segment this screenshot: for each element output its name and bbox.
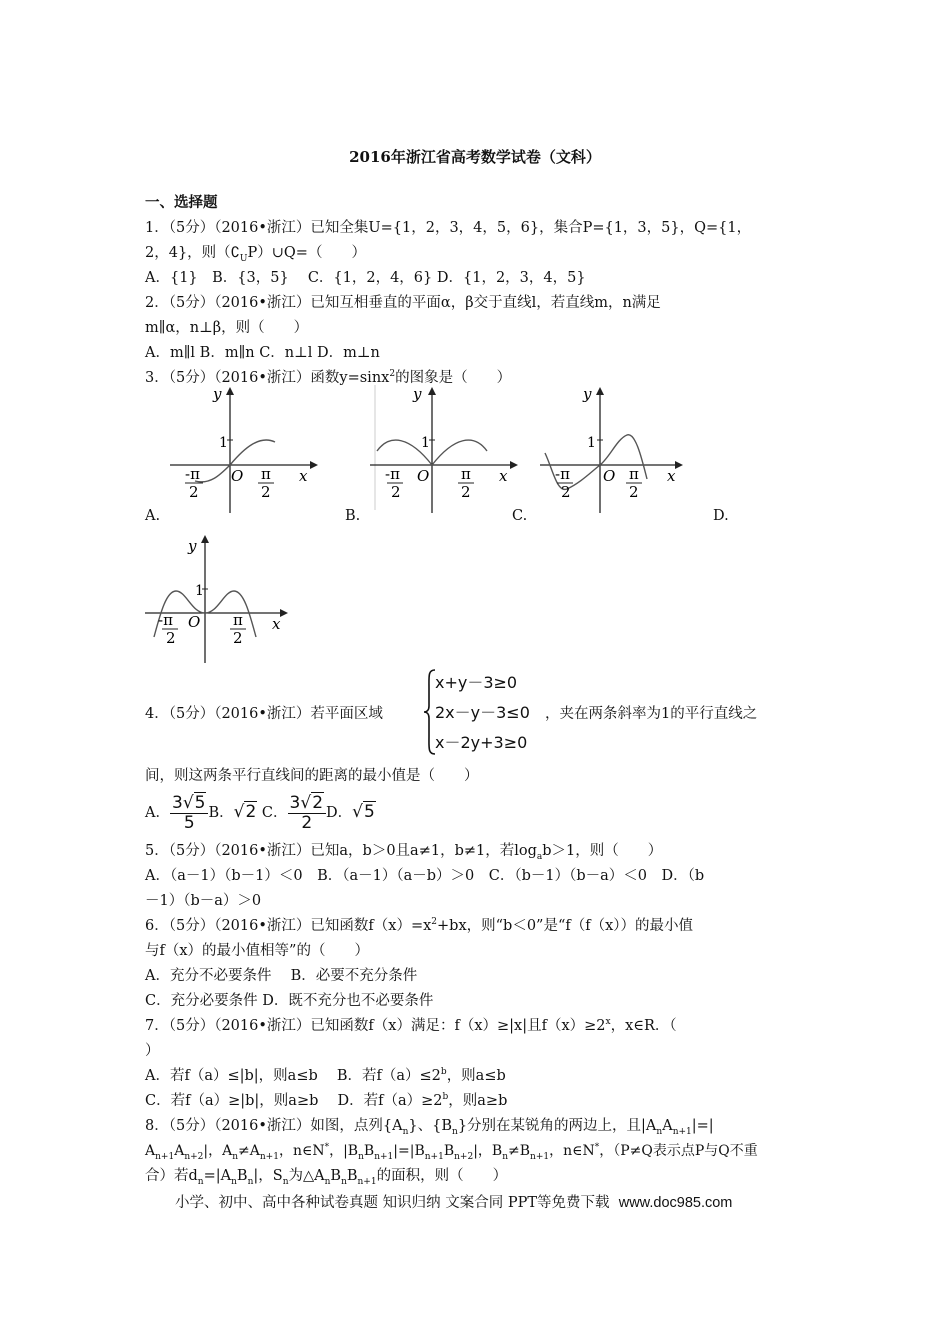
graph-c-neg-pi: -π bbox=[555, 465, 570, 483]
q6-line3: A．充分不必要条件 B．必要不充分条件 bbox=[145, 968, 418, 984]
q4-line2: 间，则这两条平行直线间的距离的最小值是（ ） bbox=[145, 768, 479, 784]
section-heading: 一、选择题 bbox=[145, 194, 218, 211]
q3-label-a: A. bbox=[145, 508, 161, 524]
page-title: 2016年浙江省高考数学试卷（文科） bbox=[349, 148, 601, 166]
q7-line3: A．若f（a）≤|b|，则a≤b B．若$f(a)\le 2^b$，则a≤b bbox=[145, 1067, 506, 1084]
q7-line1: 7．（5分）（2016•浙江）已知函数f（x）满足：f（x）≥|x|且$f(x)\ge 2^x$，x∈R．（ bbox=[145, 1017, 677, 1034]
q4-options: A． $\frac{3√5}{5}$ B．√2 C． $\frac{3√2}{2}$ D．√5 bbox=[145, 792, 375, 833]
graph-d-y-label: y bbox=[188, 537, 197, 555]
q5-line2: A．（a－1）（b－1）＜0 B．（a－1）（a－b）＞0 C．（b－1）（b－a）＜0 D．（b bbox=[145, 868, 705, 884]
graph-d-one: 1 bbox=[195, 583, 204, 599]
q3-graph-b bbox=[365, 385, 525, 515]
graph-b-y-label: y bbox=[413, 385, 422, 403]
graph-d-neg-two: 2 bbox=[166, 629, 176, 647]
q3-label-c: C. bbox=[512, 508, 528, 524]
q4-stem-a: 4．（5分）（2016•浙江）若平面区域 bbox=[145, 706, 383, 722]
graph-a-origin: O bbox=[231, 467, 244, 485]
page-footer bbox=[175, 1191, 732, 1212]
q5-line1: 5．（5分）（2016•浙江）已知a，b＞0且a≠1，b≠1，若$\log_ab>1$，则（ ） bbox=[145, 843, 663, 862]
q4-option-c-frac: $\frac{3√2}{2}$ bbox=[288, 794, 327, 833]
footer-text: 小学、初中、高中各种试卷真题 知识归纳 文案合同 PPT等免费下载 bbox=[175, 1195, 610, 1211]
graph-b-two: 2 bbox=[461, 483, 471, 501]
q4-inequality-system bbox=[423, 668, 543, 756]
graph-c-x-label: x bbox=[667, 467, 676, 485]
q4-option-b-value: √2 bbox=[233, 802, 257, 822]
footer-url[interactable]: www.doc985.com bbox=[618, 1195, 733, 1211]
q7-line2: ） bbox=[145, 1043, 160, 1059]
graph-b-x-label: x bbox=[499, 467, 508, 485]
graph-a-pi: π bbox=[261, 465, 271, 483]
q3-graph-a bbox=[165, 385, 325, 515]
graph-c-one: 1 bbox=[587, 435, 596, 451]
q5-line3: －1）（b－a）＞0 bbox=[145, 893, 262, 909]
graph-d-x-label: x bbox=[272, 615, 281, 633]
graph-d-origin: O bbox=[188, 613, 201, 631]
graph-b-neg-two: 2 bbox=[391, 483, 401, 501]
q4-ineq-2: 2x－y－3≤0 bbox=[435, 703, 530, 722]
q1-line2: 2，4}，则$(∁_UP)\cup Q=$（ ） bbox=[145, 245, 366, 264]
q6-line1: 6．（5分）（2016•浙江）已知函数$f(x)=x^2+bx$，则“b＜0”是“f（f（x））的最小值 bbox=[145, 917, 694, 934]
q2-line1: 2．（5分）（2016•浙江）已知互相垂直的平面α，β交于直线l，若直线m，n满足 bbox=[145, 295, 661, 311]
q3-stem: 3．（5分）（2016•浙江）函数y=sinx$^2$的图象是（ ） bbox=[145, 369, 512, 386]
graph-d-neg-pi: -π bbox=[158, 611, 173, 629]
q8-line2: $A_{n+1}A_{n+2}|$，$A_n\ne A_{n+1}$，n∈N*，$|B_nB_{n+1}|=|B_{n+1}B_{n+2}|$，$B_n\ne B_{n+1}$，n∈N*，（P≠Q表示点P与Q不重 bbox=[145, 1142, 758, 1162]
graph-a-two: 2 bbox=[261, 483, 271, 501]
q1-line1: 1．（5分）（2016•浙江）已知全集U={1，2，3，4，5，6}，集合P={1，3，5}，Q={1， bbox=[145, 220, 752, 236]
graph-d-pi: π bbox=[233, 611, 243, 629]
graph-a-x-label: x bbox=[299, 467, 308, 485]
q4-ineq-1: x+y－3≥0 bbox=[435, 673, 518, 692]
graph-b-pi: π bbox=[461, 465, 471, 483]
q3-label-b: B. bbox=[345, 508, 361, 524]
q3-graph-c bbox=[535, 385, 695, 515]
q4-ineq-3: x－2y+3≥0 bbox=[435, 733, 528, 752]
q4-stem-b: ，夹在两条斜率为1的平行直线之 bbox=[545, 706, 758, 722]
q3-graph-d bbox=[140, 533, 300, 665]
graph-b-one: 1 bbox=[421, 435, 430, 451]
graph-a-neg-two: 2 bbox=[189, 483, 199, 501]
graph-a-y-label: y bbox=[213, 385, 222, 403]
q4-option-a-frac: $\frac{3√5}{5}$ bbox=[170, 794, 209, 833]
graph-b-neg-pi: -π bbox=[385, 465, 400, 483]
graph-b-origin: O bbox=[417, 467, 430, 485]
graph-a-one: 1 bbox=[219, 435, 228, 451]
graph-c-origin: O bbox=[603, 467, 616, 485]
q8-line3: 合）若$d_n=|A_nB_n|$，$S_n$为$\triangle A_nB_nB_{n+1}$的面积，则（ ） bbox=[145, 1168, 508, 1187]
q8-line1: 8．（5分）（2016•浙江）如图，点列$\{A_n\}$、$\{B_n\}$分别在某锐角的两边上，且$|A_nA_{n+1}|=|$ bbox=[145, 1118, 714, 1137]
q6-line2: 与f（x）的最小值相等”的（ ） bbox=[145, 943, 369, 959]
graph-d-two: 2 bbox=[233, 629, 243, 647]
q2-line2: m∥α，n⊥β，则（ ） bbox=[145, 320, 309, 336]
q7-line4: C．若f（a）≥|b|，则a≥b D．若$f(a)\ge 2^b$，则a≥b bbox=[145, 1092, 508, 1109]
q3-label-d: D. bbox=[713, 508, 729, 524]
graph-c-neg-two: 2 bbox=[561, 483, 571, 501]
q4-option-d-value: √5 bbox=[352, 802, 375, 822]
q2-options: A．m∥l B．m∥n C．n⊥l D．m⊥n bbox=[145, 345, 380, 361]
q6-line4: C．充分必要条件 D．既不充分也不必要条件 bbox=[145, 993, 434, 1009]
q1-options: A．{1} B．{3，5} C．{1，2，4，6} D．{1，2，3，4，5} bbox=[145, 270, 586, 286]
graph-c-y-label: y bbox=[583, 385, 592, 403]
graph-a-neg-pi: -π bbox=[185, 465, 200, 483]
graph-c-pi: π bbox=[629, 465, 639, 483]
graph-c-two: 2 bbox=[629, 483, 639, 501]
